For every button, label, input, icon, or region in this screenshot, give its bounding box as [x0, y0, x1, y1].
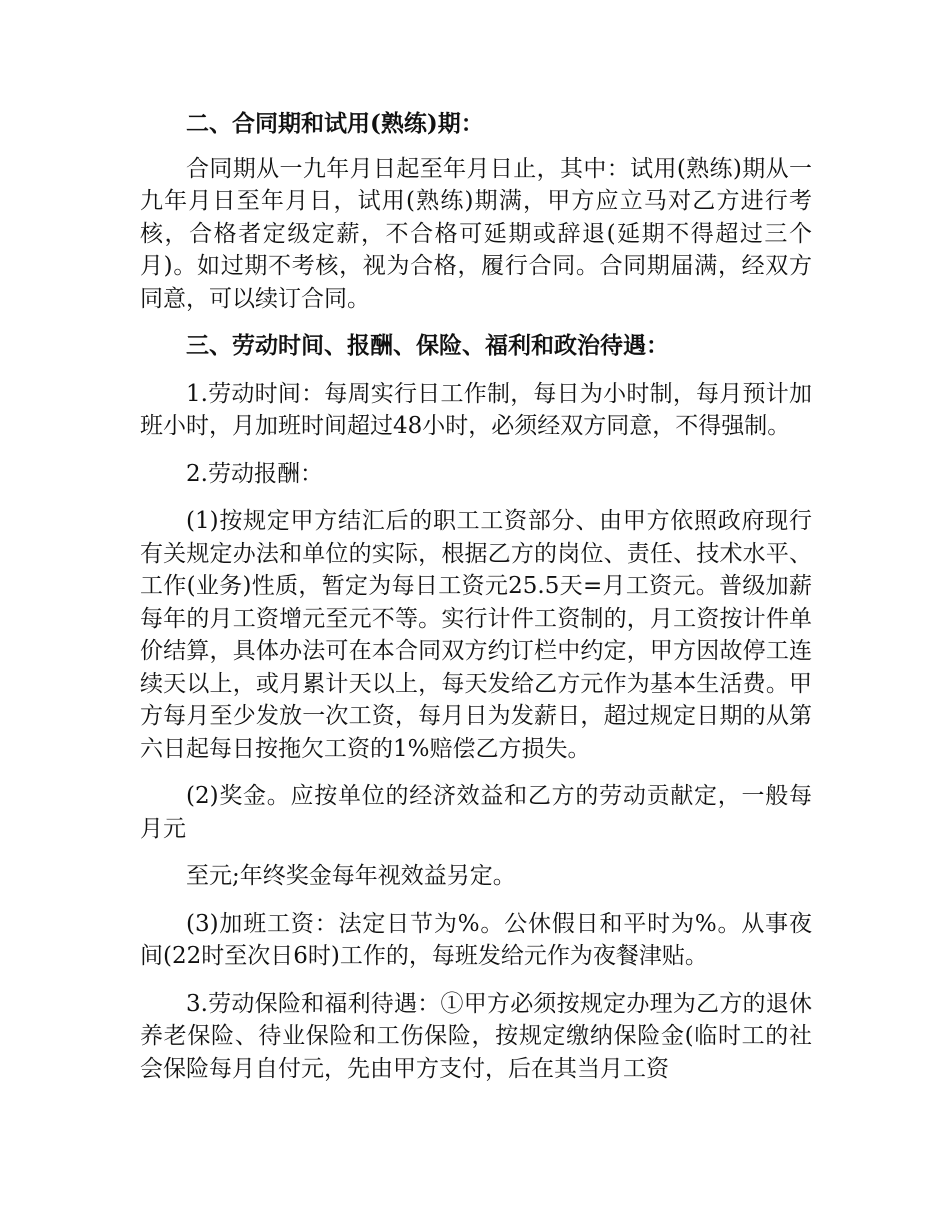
paragraph-bonus: (2)奖金。应按单位的经济效益和乙方的劳动贡献定，一般每月元: [140, 783, 812, 842]
paragraph-bonus-continued: 至元;年终奖金每年视效益另定。: [186, 863, 516, 889]
paragraph-contract-period: 合同期从一九年月日起至年月日止，其中：试用(熟练)期从一九年月日至年月日，试用(熟练)期满，甲方应立马对乙方进行考核，合格者定级定薪，不合格可延期或辞退(延期不得超过三个月)。如过期不考核，视为合格，履行合同。合同期届满，经双方同意，可以续订合同。: [140, 155, 812, 312]
paragraph-insurance: 3.劳动保险和福利待遇：①甲方必须按规定办理为乙方的退休养老保险、待业保险和工伤保险，按规定缴纳保险金(临时工的社会保险每月自付元，先由甲方支付，后在其当月工资: [140, 990, 812, 1082]
paragraph-overtime: (3)加班工资：法定日节为%。公休假日和平时为%。从事夜间(22时至次日6时)工作的，每班发给元作为夜餐津贴。: [140, 910, 812, 969]
paragraph-wages: (1)按规定甲方结汇后的职工工资部分、由甲方依照政府现行有关规定办法和单位的实际，根据乙方的岗位、责任、技术水平、工作(业务)性质，暂定为每日工资元25.5天=月工资元。普级加薪每年的月工资增元至元不等。实行计件工资制的，月工资按计件单价结算，具体办法可在本合同双方约订栏中约定，甲方因故停工连续天以上，或月累计天以上，每天发给乙方元作为基本生活费。甲方每月至少发放一次工资，每月日为发薪日，超过规定日期的从第六日起每日按拖欠工资的1%赔偿乙方损失。: [140, 508, 812, 762]
document-page: [140, 108, 812, 1085]
section-heading-contract-period: 二、合同期和试用(熟练)期：: [186, 110, 484, 137]
section-heading-work-pay-benefits: 三、劳动时间、报酬、保险、福利和政治待遇：: [186, 332, 669, 359]
paragraph-pay-title: 2.劳动报酬：: [186, 460, 323, 487]
paragraph-work-time: 1.劳动时间：每周实行日工作制，每日为小时制，每月预计加班小时，月加班时间超过48小时，必须经双方同意，不得强制。: [140, 380, 812, 439]
